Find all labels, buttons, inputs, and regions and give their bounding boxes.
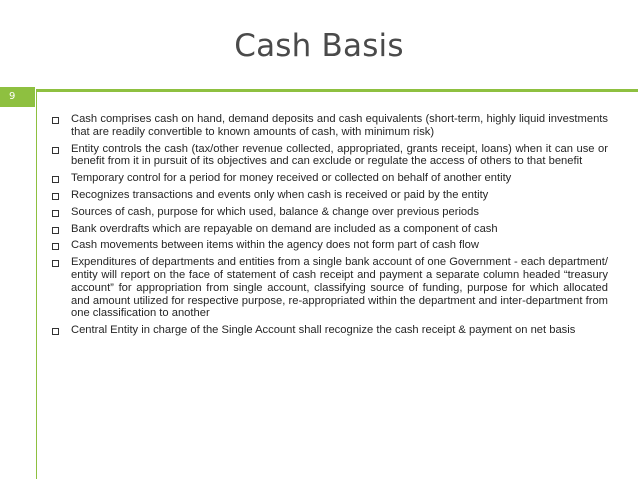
list-item xyxy=(52,143,608,169)
list-item xyxy=(52,189,608,202)
hollow-square-icon xyxy=(52,176,59,183)
slide-number-badge: 9 xyxy=(0,87,35,107)
list-item xyxy=(52,223,608,236)
left-margin-line xyxy=(36,89,37,479)
hollow-square-icon xyxy=(52,193,59,200)
list-item xyxy=(52,256,608,320)
list-item xyxy=(52,324,608,337)
bullet-text: Temporary control for a period for money received or collected on behalf of another entity xyxy=(71,172,512,185)
hollow-square-icon xyxy=(52,147,59,154)
title-divider xyxy=(36,89,638,92)
bullet-text: Entity controls the cash (tax/other revenue collected, appropriated, grants receipt, loans) when it can use or benefit from it in pursuit of its objectives and can exclude or regulate the access of others to that benefit xyxy=(71,142,608,168)
slide-title: Cash Basis xyxy=(234,28,404,64)
bullet-list xyxy=(52,113,608,341)
bullet-text: Expenditures of departments and entities from a single bank account of one Government - each department/ entity will report on the face of statement of cash receipt and payment a separate column headed “treasury account” for appropriation from single account, classifying source of funding, purpose for which allocated and amount utilized for respective purpose, re-appropriated within the department and inter-department from one classification to another xyxy=(71,256,608,320)
hollow-square-icon xyxy=(52,260,59,267)
hollow-square-icon xyxy=(52,210,59,217)
list-item xyxy=(52,113,608,139)
list-item xyxy=(52,239,608,252)
bullet-text: Cash comprises cash on hand, demand deposits and cash equivalents (short-term, highly liquid investments that are readily convertible to known amounts of cash, with minimum risk) xyxy=(71,113,608,138)
hollow-square-icon xyxy=(52,328,59,335)
bullet-text: Recognizes transactions and events only when cash is received or paid by the entity xyxy=(71,188,489,201)
list-item xyxy=(52,206,608,219)
hollow-square-icon xyxy=(52,243,59,250)
hollow-square-icon xyxy=(52,227,59,234)
list-item xyxy=(52,172,608,185)
hollow-square-icon xyxy=(52,117,59,124)
bullet-text: Cash movements between items within the agency does not form part of cash flow xyxy=(71,239,479,252)
bullet-text: Bank overdrafts which are repayable on demand are included as a component of cash xyxy=(71,222,498,235)
bullet-text: Central Entity in charge of the Single Account shall recognize the cash receipt & payment on net basis xyxy=(71,324,576,337)
bullet-text: Sources of cash, purpose for which used, balance & change over previous periods xyxy=(71,205,479,218)
